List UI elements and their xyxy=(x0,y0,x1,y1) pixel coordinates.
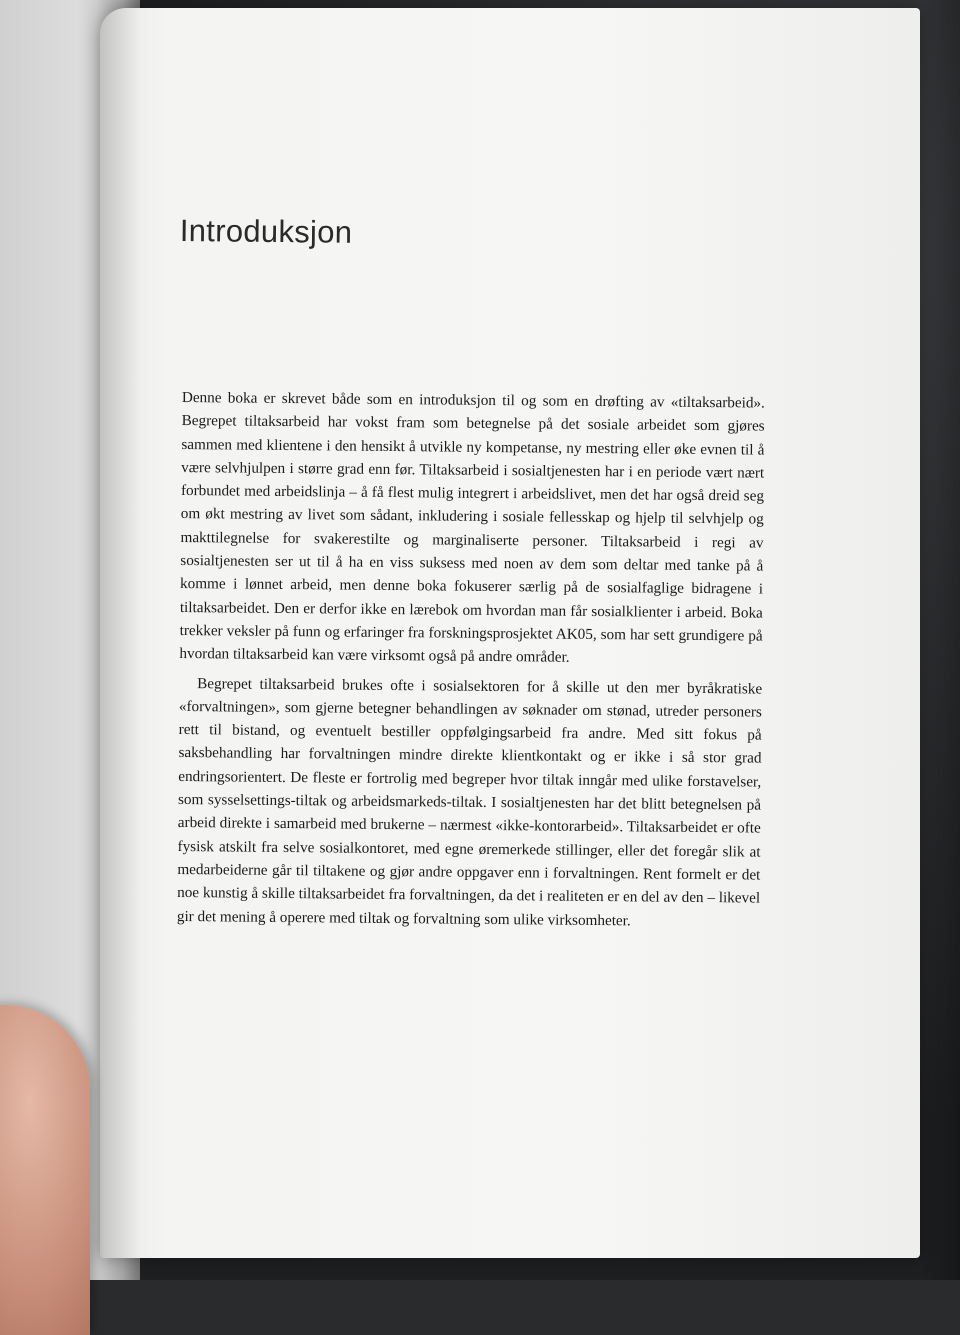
right-edge-shadow xyxy=(920,0,960,1280)
paragraph-2: Begrepet tiltaksarbeid brukes ofte i sosialsektoren for å skille ut den mer byråkratiske «forvaltningen», som gjerne betegner behandlingen av søknader om stønad, utreder personers rett til bistand, og eventuelt bestiller oppfølgingsarbeid fra andre. Med sitt fokus på saksbehandling har forvaltningen mindre direkte klientkontakt og er ikke i så stor grad endringsorientert. De fleste er fortrolig med begreper hvor tiltak inngår med ulike forstavelser, som sysselsettings-tiltak og arbeidsmarkeds-tiltak. I sosialtjenesten har det blitt betegnelsen på arbeid direkte i samarbeid med brukerne – nærmest «ikke-kontorarbeid». Tiltaksarbeidet er ofte fysisk atskilt fra selve sosialkontoret, med egne øremerkede stillinger, eller det foregår slik at medarbeiderne går til tiltakene og gjør andre oppgaver enn i forvaltningen. Rent formelt er det noe kunstig å skille tiltaksarbeidet fra forvaltningen, da det i realiteten er en del av den – likevel gir det mening å operere med tiltak og forvaltning som ulike virksomheter. xyxy=(176,674,763,929)
page-gutter-shadow xyxy=(100,8,140,1258)
chapter-title: Introduksjon xyxy=(179,213,353,250)
thumb xyxy=(0,1005,90,1335)
body-text xyxy=(177,386,765,933)
book-page xyxy=(100,8,920,1258)
paragraph-1: Denne boka er skrevet både som en introduksjon til og som en drøfting av «tiltaksarbeid». Begrepet tiltaksarbeid har vokst fram som betegnelse på det sosiale arbeidet som gjøres sammen med klientene i den hensikt å utvikle ny kompetanse, ny mestring eller øke evnen til å være selvhjulpen i større grad enn før. Tiltaksarbeid i sosialtjenesten har i en periode vært nært forbundet med arbeidslinja – å få flest mulig integrert i arbeidslivet, men det har også dreid seg om økt mestring av livet som sådant, inkludering i sosiale fellesskap og hjelp til selvhjelp og makttilegnelse for svakerestilte og marginaliserte personer. Tiltaksarbeid i regi av sosialtjenesten ser ut til å ha en viss suksess med noen av dem som deltar med tanke på å komme i lønnet arbeid, men denne boka fokuserer særlig på de sosialfaglige bidragene i tiltaksarbeidet. Den er derfor ikke en lærebok om hvordan man får sosialklienter i arbeid. Boka trekker veksler på funn og erfaringer fra forskningsprosjektet AK05, som har sett grundigere på hvordan tiltaksarbeid kan være virksomt også på andre områder. xyxy=(179,388,765,666)
